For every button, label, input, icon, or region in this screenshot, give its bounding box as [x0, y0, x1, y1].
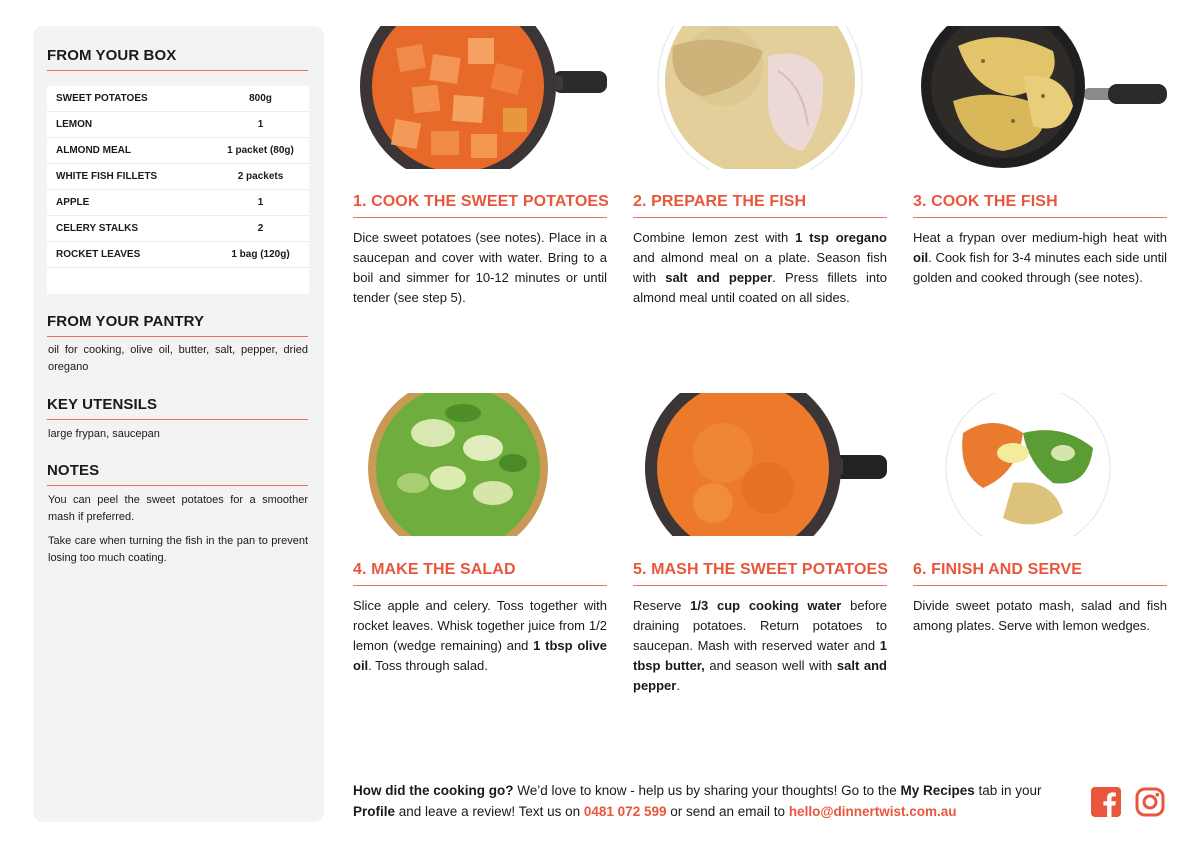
step-2-title: 2. PREPARE THE FISH: [633, 193, 887, 218]
emphasis-text: 1 tbsp butter,: [633, 638, 887, 673]
emphasis-text: 1/3 cup cooking water: [690, 598, 842, 613]
step-5-body: [633, 596, 887, 696]
ingredient-name: WHITE FISH FILLETS: [56, 171, 158, 182]
ingredient-qty: 1 bag (120g): [231, 249, 290, 260]
table-row: [47, 190, 309, 216]
step-text: Slice apple and celery. Toss together with rocket leaves. Whisk together juice from 1/2 lemon (wedge remaining) and: [353, 598, 607, 653]
table-row: [47, 216, 309, 242]
contact-link[interactable]: hello@dinnertwist.com.au: [788, 804, 957, 819]
step-1-title: 1. COOK THE SWEET POTATOES: [353, 193, 607, 218]
step-5-title: 5. MASH THE SWEET POTATOES: [633, 561, 887, 586]
ingredients-table: [47, 86, 309, 294]
emphasis-text: 1 tbsp olive oil: [353, 638, 607, 673]
step-3-body: [913, 228, 1167, 288]
ingredient-qty: 800g: [249, 93, 272, 104]
contact-link[interactable]: 0481 072 599: [583, 804, 667, 819]
step-6-title: 6. FINISH AND SERVE: [913, 561, 1167, 586]
ingredient-qty: 1 packet (80g): [227, 145, 294, 156]
ingredient-name: ROCKET LEAVES: [56, 249, 141, 260]
emphasis-text: How did the cooking go?: [353, 783, 514, 798]
step-text: .: [676, 678, 680, 693]
from-your-box-heading: FROM YOUR BOX: [47, 47, 308, 71]
facebook-icon[interactable]: [1091, 787, 1121, 817]
emphasis-text: My Recipes: [900, 783, 975, 798]
ingredient-qty: 2: [257, 223, 264, 234]
note-1: You can peel the sweet potatoes for a smoother mash if preferred.: [48, 494, 308, 523]
ingredient-name: APPLE: [56, 197, 90, 208]
step-2-body: [633, 228, 887, 308]
step-2-photo: [633, 26, 887, 169]
table-row: [47, 138, 309, 164]
emphasis-text: salt and pepper: [665, 270, 773, 285]
ingredient-qty: 1: [257, 119, 264, 130]
step-3-title: 3. COOK THE FISH: [913, 193, 1167, 218]
step-4-photo: [353, 393, 607, 536]
step-4-body: [353, 596, 607, 676]
ingredient-qty: 2 packets: [237, 171, 284, 182]
footer-text: or send an email to: [666, 804, 789, 819]
step-text: . Cook fish for 3-4 minutes each side until golden and cooked through (see notes).: [913, 250, 1167, 285]
ingredient-name: ALMOND MEAL: [56, 145, 131, 156]
emphasis-text: Profile: [353, 804, 396, 819]
emphasis-text: 1 tsp oregano: [795, 230, 887, 245]
step-text: and season well with: [704, 658, 837, 673]
step-text: Heat a frypan over medium-high heat with: [913, 230, 1167, 245]
step-text: Reserve: [633, 598, 691, 613]
step-text: Combine lemon zest with: [633, 230, 796, 245]
feedback-footer: [353, 780, 1073, 822]
ingredient-qty: 1: [257, 197, 264, 208]
footer-text: tab in your: [974, 783, 1042, 798]
ingredient-name: CELERY STALKS: [56, 223, 139, 234]
note-2: Take care when turning the fish in the pan to prevent losing too much coating.: [48, 535, 308, 564]
notes-heading: NOTES: [47, 462, 308, 486]
step-6-photo: [913, 393, 1167, 536]
from-your-pantry-heading: FROM YOUR PANTRY: [47, 313, 308, 337]
step-text: before draining potatoes. Return potatoes to saucepan. Mash with reserved water and: [633, 598, 887, 653]
step-3-photo: [913, 26, 1167, 169]
emphasis-text: salt and pepper: [633, 658, 888, 693]
ingredient-name: LEMON: [56, 119, 93, 130]
utensils-text: large frypan, saucepan: [48, 428, 160, 440]
table-row: [47, 242, 309, 268]
table-row: [47, 164, 309, 190]
step-1-photo: [353, 26, 607, 169]
step-text: and almond meal on a plate. Season fish with: [633, 250, 887, 285]
key-utensils-heading: KEY UTENSILS: [47, 396, 308, 420]
step-5-photo: [633, 393, 887, 536]
footer-text: and leave a review! Text us on: [395, 804, 584, 819]
ingredient-name: SWEET POTATOES: [56, 93, 148, 104]
instagram-icon[interactable]: [1135, 787, 1165, 817]
step-1-body: [353, 228, 607, 308]
step-text: . Press fillets into almond meal until coated on all sides.: [633, 270, 887, 305]
table-row: [47, 86, 309, 112]
table-row: [47, 112, 309, 138]
pantry-text: oil for cooking, olive oil, butter, salt, pepper, dried oregano: [48, 344, 308, 373]
footer-text: We’d love to know - help us by sharing your thoughts! Go to the: [513, 783, 901, 798]
step-text: Divide sweet potato mash, salad and fish among plates. Serve with lemon wedges.: [913, 598, 1167, 633]
ingredients-sidebar: [33, 26, 324, 822]
step-text: Dice sweet potatoes (see notes). Place in a saucepan and cover with water. Bring to a boil and simmer for 10-12 minutes or until tender (see step 5).: [353, 230, 607, 305]
step-6-body: [913, 596, 1167, 636]
step-text: . Toss through salad.: [368, 658, 488, 673]
step-4-title: 4. MAKE THE SALAD: [353, 561, 607, 586]
emphasis-text: oil: [913, 250, 929, 265]
